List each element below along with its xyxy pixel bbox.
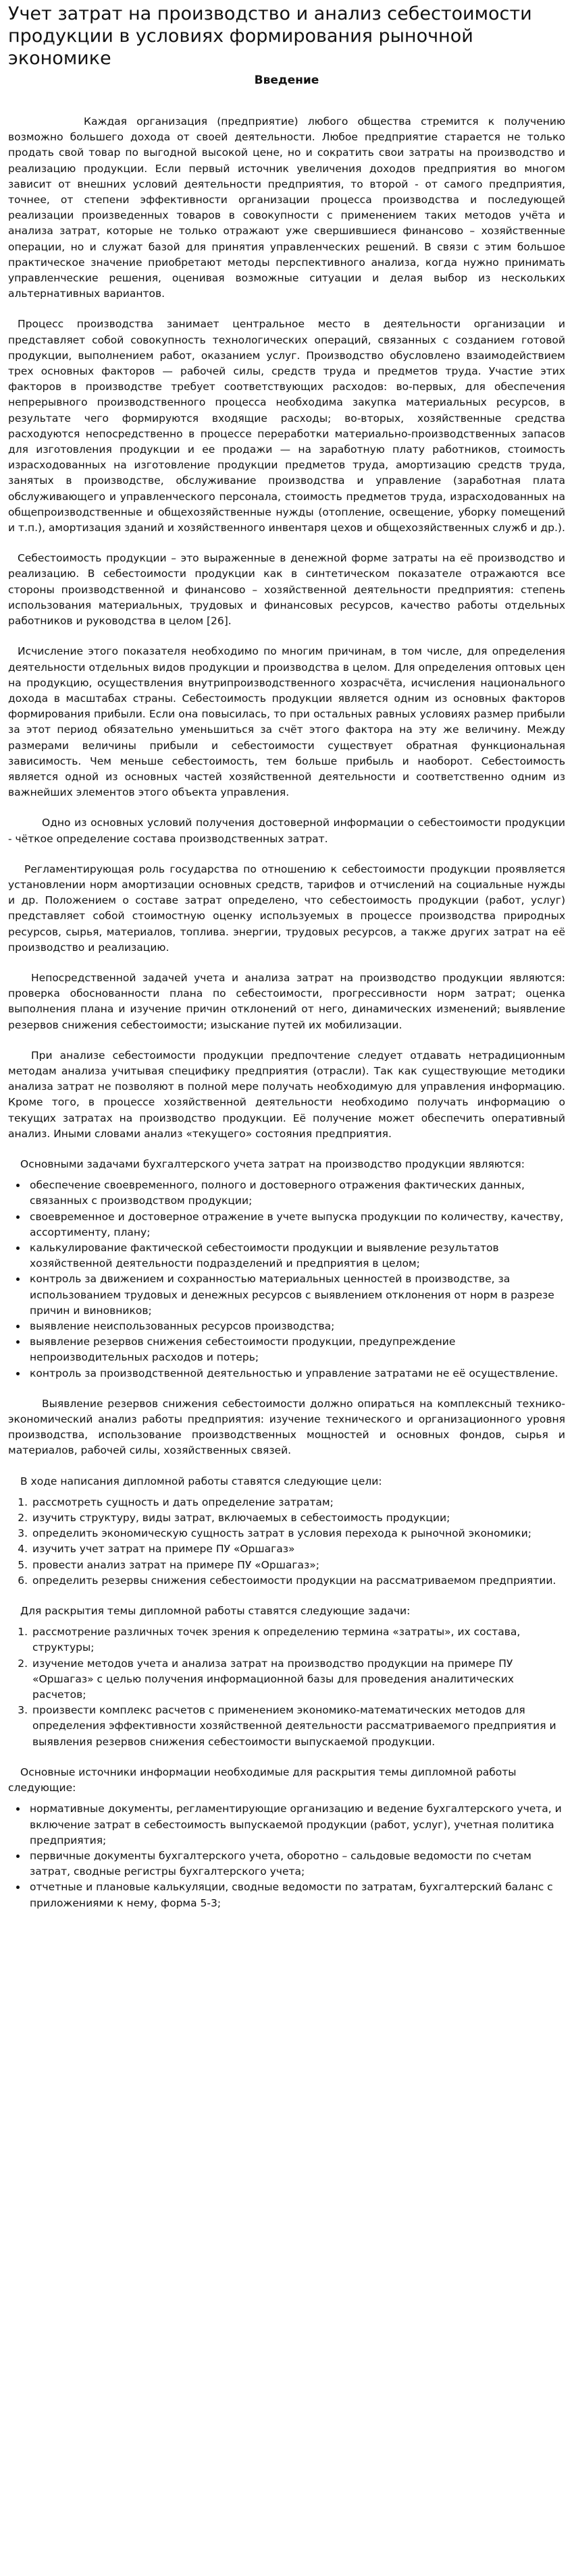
list-item: • выявление резервов снижения себестоимости продукции, предупреждение непроизводительных расходов и потерь; bbox=[27, 1334, 565, 1365]
list-item: 6. определить резервы снижения себестоимости продукции на рассматриваемом предприятии. bbox=[31, 1573, 565, 1589]
goals-list bbox=[8, 1495, 565, 1589]
tasks-intro: Основными задачами бухгалтерского учета затрат на производство продукции являются: bbox=[20, 1157, 525, 1170]
list-item: • выявление неиспользованных ресурсов производства; bbox=[27, 1319, 565, 1334]
reserves-paragraph: Выявление резервов снижения себестоимости должно опираться на комплексный технико-экономический анализ работы предприятия: изучение технического и организационного уровня производства, использование производственных мощностей и основных фондов, сырья и материалов, рабочей силы, хозяйственных связей. bbox=[8, 1397, 565, 1457]
objectives-list bbox=[8, 1624, 565, 1750]
list-item: 3. произвести комплекс расчетов с применением экономико-математических методов для определения эффективности хозяйственной деятельности рассматриваемого предприятия и выявления резервов снижения себестоимости выпускаемой продукции. bbox=[31, 1703, 565, 1750]
document-title: Учет затрат на производство и анализ себестоимости продукции в условиях формирования рыночной экономике bbox=[8, 3, 532, 69]
list-item: 4. изучить учет затрат на примере ПУ «Оршагаз» bbox=[31, 1541, 565, 1557]
list-item: • контроль за движением и сохранностью материальных ценностей в производстве, за использованием трудовых и денежных ресурсов с выявлением отклонения от норм в разрезе причин и виновников; bbox=[27, 1271, 565, 1319]
list-item: • своевременное и достоверное отражение в учете выпуска продукции по количеству, качеству, ассортименту, плану; bbox=[27, 1209, 565, 1240]
list-item: • обеспечение своевременного, полного и достоверного отражения фактических данных, связанных с производством продукции; bbox=[27, 1178, 565, 1209]
tasks-list bbox=[8, 1178, 565, 1381]
list-item: 2. изучение методов учета и анализа затрат на производство продукции на примере ПУ «Оршагаз» с целью получения информационной базы для проведения аналитических расчетов; bbox=[31, 1656, 565, 1703]
paragraph-3: Себестоимость продукции – это выраженные в денежной форме затраты на её производство и реализацию. В себестоимости продукции как в синтетическом показателе отражаются все стороны производственной и финансово – хозяйственной деятельности предприятия: степень использования материальных, трудовых и финансовых ресурсов, качество работы отдельных работников и руководства в целом [26]. bbox=[8, 552, 565, 628]
list-item: • отчетные и плановые калькуляции, сводные ведомости по затратам, бухгалтерский баланс с приложениями к нему, форма 5-3; bbox=[27, 1880, 565, 1911]
list-item: 1. рассмотреть сущность и дать определение затратам; bbox=[31, 1495, 565, 1510]
list-item: • калькулирование фактической себестоимости продукции и выявление результатов хозяйственной деятельности подразделений и предприятия в целом; bbox=[27, 1240, 565, 1271]
paragraph-5: Одно из основных условий получения достоверной информации о себестоимости продукции - чёткое определение состава производственных затрат. bbox=[8, 817, 565, 845]
list-item: 5. провести анализ затрат на примере ПУ «Оршагаз»; bbox=[31, 1558, 565, 1573]
goals-intro: В ходе написания дипломной работы ставятся следующие цели: bbox=[20, 1475, 382, 1487]
paragraph-4: Исчисление этого показателя необходимо по многим причинам, в том числе, для определения деятельности отдельных видов продукции и производства в целом. Для определения оптовых цен на продукцию, осуществления внутрипроизводственного хозрасчёта, исчисления национального дохода в масштабах страны. Себестоимость продукции является одним из основных факторов формирования прибыли. Если она повысилась, то при остальных равных условиях размер прибыли за этот период обязательно уменьшиться за счёт этого фактора на эту же величину. Между размерами величины прибыли и себестоимости существует обратная функциональная зависимость. Чем меньше себестоимость, тем больше прибыль и наоборот. Себестоимость является одной из основных частей хозяйственной деятельности и соответственно одним из важнейших элементов этого объекта управления. bbox=[8, 645, 565, 799]
paragraph-7: Непосредственной задачей учета и анализа затрат на производство продукции являются: проверка обоснованности плана по себестоимости, прогрессивности норм затрат; оценка выполнения плана и изучение причин отклонений от него, динамических изменений; выявление резервов снижения себестоимости; изыскание путей их мобилизации. bbox=[8, 971, 565, 1031]
list-item: • нормативные документы, регламентирующие организацию и ведение бухгалтерского учета, и включение затрат в себестоимость выпускаемой продукции (работ, услуг), учетная политика предприятия; bbox=[27, 1801, 565, 1848]
list-item: • первичные документы бухгалтерского учета, оборотно – сальдовые ведомости по счетам затрат, сводные регистры бухгалтерского учета; bbox=[27, 1848, 565, 1880]
paragraph-2: Процесс производства занимает центральное место в деятельности организации и представляет собой совокупность технологических операций, связанных с созданием готовой продукции, выполнением работ, оказанием услуг. Производство обусловлено взаимодействием трех основных факторов — рабочей силы, средств труда и предметов труда. Участие этих факторов в производстве требует соответствующих расходов: во-первых, для обеспечения непрерывного производственного процесса необходима закупка материальных ресурсов, в результате чего формируются входящие расходы; во-вторых, хозяйственные средства расходуются непосредственно в процессе переработки материально-производственных запасов для изготовления продукции и ее продажи — на заработную плату работников, стоимость израсходованных на изготовление продукции предметов труда, амортизацию средств труда, занятых в производстве, обслуживание производства и управление (заработная плата обслуживающего и управленческого персонала, стоимость предметов труда, израсходованных на общепроизводственные и общехозяйственные нужды (отопление, освещение, уборку помещений и т.п.), амортизация зданий и хозяйственного инвентаря цехов и общехозяйственных служб и др.). bbox=[8, 318, 565, 535]
list-item: 3. определить экономическую сущность затрат в условия перехода к рыночной экономики; bbox=[31, 1526, 565, 1541]
section-heading: Введение bbox=[254, 74, 319, 87]
list-item: 1. рассмотрение различных точек зрения к определению термина «затраты», их состава, структуры; bbox=[31, 1624, 565, 1655]
paragraph-1: Каждая организация (предприятие) любого общества стремится к получению возможно большего дохода от своей деятельности. Любое предприятие старается не только продать свой товар по выгодной высокой цене, но и сократить свои затраты на производство и реализацию продукции. Если первый источник увеличения доходов предприятия во многом зависит от внешних условий деятельности предприятия, то второй - от самого предприятия, точнее, от степени эффективности организации процесса производства и последующей реализации произведенных товаров в совокупности с применением таких методов учёта и анализа затрат, которые не только отражают уже свершившиеся финансово – хозяйственные операции, но и служат базой для принятия управленческих решений. В связи с этим большое практическое значение приобретают методы перспективного анализа, когда нужно принимать управленческие решения, оценивая возможные ситуации и делая выбор из нескольких альтернативных вариантов. bbox=[8, 115, 565, 300]
objectives-intro: Для раскрытия темы дипломной работы ставятся следующие задачи: bbox=[20, 1605, 411, 1618]
list-item: • контроль за производственной деятельностью и управление затратами не её осуществление. bbox=[27, 1366, 565, 1381]
sources-intro: Основные источники информации необходимые для раскрытия темы дипломной работы следующие: bbox=[8, 1765, 517, 1794]
sources-list bbox=[8, 1801, 565, 1911]
list-item: 2. изучить структуру, виды затрат, включаемых в себестоимость продукции; bbox=[31, 1510, 565, 1526]
paragraph-8: При анализе себестоимости продукции предпочтение следует отдавать нетрадиционным методам анализа учитывая специфику предприятия (отрасли). Так как существующие методики анализа затрат не позволяют в полной мере получать необходимую для управления информацию. Кроме того, в процессе хозяйственной деятельности необходимо получать информацию о текущих затратах на производство продукции. Её получение может обеспечить оперативный анализ. Иными словами анализ «текущего» состояния предприятия. bbox=[8, 1049, 565, 1140]
paragraph-6: Регламентирующая роль государства по отношению к себестоимости продукции проявляется установлении норм амортизации основных средств, тарифов и отчислений на социальные нужды и др. Положением о составе затрат определено, что себестоимость продукции (работ, услуг) представляет собой стоимостную оценку используемых в процессе производства природных ресурсов, сырья, материалов, топлива. энергии, трудовых ресурсов, а также других затрат на её производство и реализацию. bbox=[8, 862, 565, 954]
